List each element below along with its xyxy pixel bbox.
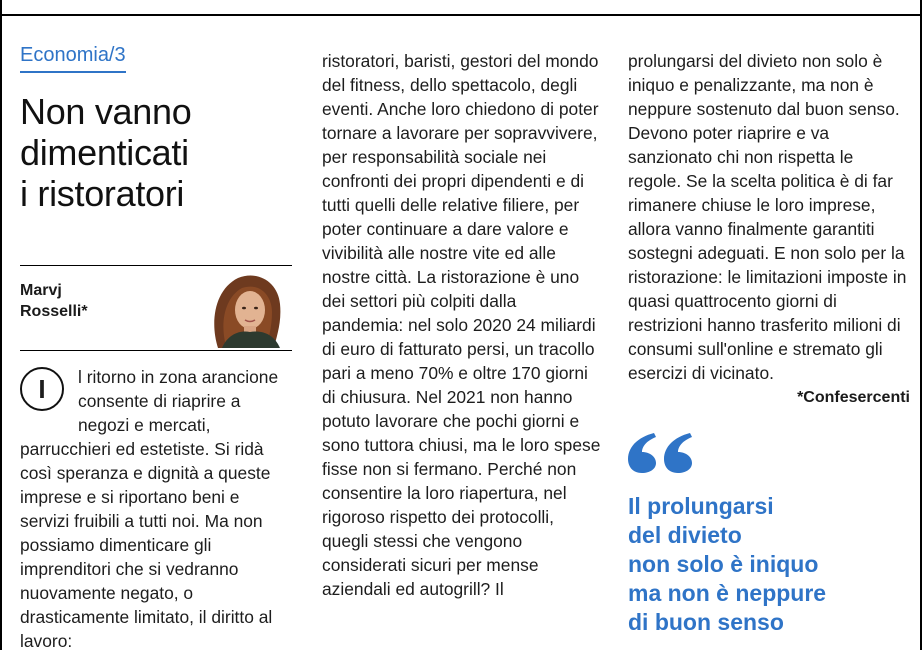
pull-quote-line: non solo è iniquo xyxy=(628,551,819,577)
pull-quote-line: del divieto xyxy=(628,522,742,548)
top-rule xyxy=(0,14,922,16)
author-byline xyxy=(20,265,292,351)
left-border xyxy=(0,0,2,650)
title-line: i ristoratori xyxy=(20,173,185,214)
signature: *Confesercenti xyxy=(797,389,910,406)
lead-text: l ritorno in zona arancione consente di riaprire a negozi e mercati, parrucchieri ed estetiste. Si ridà così speranza e dignità a queste imprese e si riportano beni e servizi fruibili a tutti noi. Ma non possiamo dimenticare gli imprenditori che si vedranno nuovamente negato, o drasticamente limitato, il diritto al lavoro: xyxy=(20,367,279,651)
pull-quote xyxy=(628,492,910,637)
author-portrait-photo xyxy=(200,268,290,348)
title-line: dimenticati xyxy=(20,132,189,173)
dropcap-circle-icon: I xyxy=(20,367,64,411)
column-1 xyxy=(20,42,292,214)
quote-marks-icon xyxy=(628,433,698,473)
author-name xyxy=(20,280,88,322)
author-name-line: Rosselli* xyxy=(20,303,88,320)
title-line: Non vanno xyxy=(20,91,192,132)
column-2-text: ristoratori, baristi, gestori del mondo del fitness, dello spettacolo, degli eventi. Anche loro chiedono di poter tornare a lavorare per sopravvivere, per responsabilità sociale nei confronti dei propri dipendenti e di tutti quelli delle relative filiere, per poter continuare a dare valore e vivibilità alle nostre vite ed alle nostre città. La ristorazione è uno dei settori più colpiti dalla pandemia: nel solo 2020 24 miliardi di euro di fatturato persi, un tracollo pari a meno 70% e oltre 170 giorni di chiusura. Nel 2021 non hanno potuto lavorare che pochi giorni e sono tuttora chiusi, ma le loro spese fisse non si fermano. Perché non consentire la loro riapertura, nel rigoroso rispetto dei protocolli, quegli stessi che vengono considerati sicuri per mense aziendali ed autogrill? Il xyxy=(322,51,601,599)
column-3 xyxy=(628,42,910,637)
article-title xyxy=(20,91,292,214)
column-2 xyxy=(322,42,602,601)
pull-quote-line: ma non è neppure xyxy=(628,580,827,606)
column-3-text: prolungarsi del divieto non solo è iniquo e penalizzante, ma non è neppure sostenuto dal buon senso. Devono poter riaprire e va sanzionato chi non rispetta le regole. Se la scelta politica è di far rimanere chiuse le loro imprese, allora vanno finalmente garantiti sostegni adeguati. E non solo per la ristorazione: le limitazioni imposte in quasi quattrocento giorni di restrizioni hanno trasferito milioni di consumi sull'online e stremato gli esercizi di vicinato. xyxy=(628,51,907,383)
pull-quote-line: di buon senso xyxy=(628,609,784,635)
pull-quote-line: Il prolungarsi xyxy=(628,493,774,519)
section-label: Economia/3 xyxy=(20,42,126,73)
lead-paragraph xyxy=(20,365,292,653)
author-name-line: Marvj xyxy=(20,282,62,299)
